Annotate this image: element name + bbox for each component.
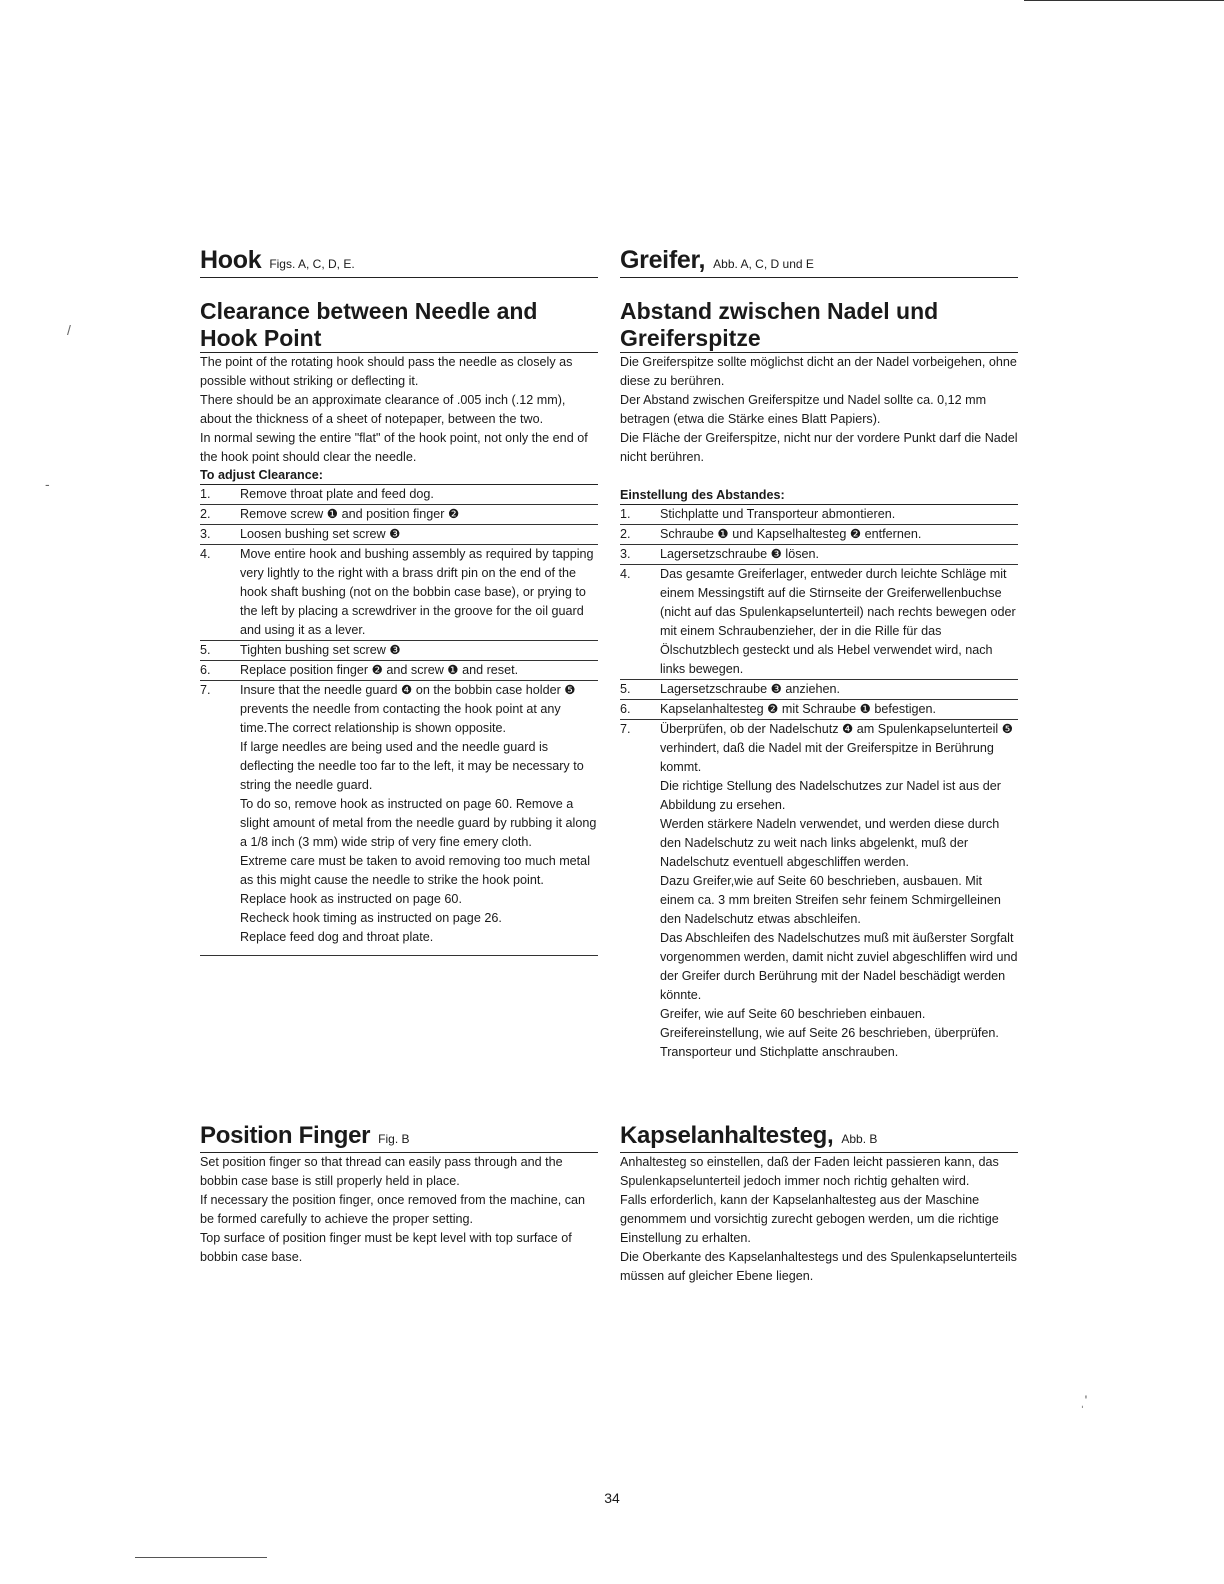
step-number: 6. bbox=[200, 663, 211, 677]
step-text bbox=[240, 525, 598, 544]
step-paragraph: Lagersetzschraube ❸ anziehen. bbox=[660, 682, 841, 696]
body-paragraph: If necessary the position finger, once removed from the machine, can be formed carefully to achieve the proper setting. bbox=[200, 1193, 586, 1226]
german-position-section bbox=[620, 1122, 1018, 1286]
scan-mark: - bbox=[45, 476, 50, 492]
figure-reference: Abb. A, C, D und E bbox=[713, 257, 814, 271]
step-paragraph: Greifer, wie auf Seite 60 beschrieben einbauen. bbox=[660, 1007, 926, 1021]
step-paragraph: Replace position finger ❷ and screw ❶ and reset. bbox=[240, 663, 519, 677]
step-number: 4. bbox=[620, 567, 631, 581]
body-paragraph: Set position finger so that thread can easily pass through and the bobbin case base is still properly held in place. bbox=[200, 1155, 563, 1188]
steps-label: Einstellung des Abstandes: bbox=[620, 487, 1018, 505]
step-text bbox=[660, 525, 1018, 544]
step-text bbox=[660, 680, 1018, 699]
section-heading bbox=[620, 246, 1018, 278]
step-paragraph: If large needles are being used and the needle guard is deflecting the needle too far to the left, it may be necessary to string the needle guard. bbox=[240, 740, 584, 792]
step-number: 4. bbox=[200, 547, 211, 561]
step-item bbox=[200, 641, 598, 661]
step-item bbox=[620, 525, 1018, 545]
step-text bbox=[660, 565, 1018, 679]
section-heading bbox=[200, 246, 598, 278]
steps-label: To adjust Clearance: bbox=[200, 467, 598, 485]
step-number: 5. bbox=[620, 682, 631, 696]
step-paragraph: Remove screw ❶ and position finger ❷ bbox=[240, 507, 460, 521]
step-paragraph: Das Abschleifen des Nadelschutzes muß mit äußerster Sorgfalt vorgenommen werden, damit nicht zuviel abgeschliffen wird und der Greifer durch Berührung mit der Nadel beschädigt werden könnte. bbox=[660, 931, 1018, 1002]
step-paragraph: Überprüfen, ob der Nadelschutz ❹ am Spulenkapselunterteil ❺ verhindert, daß die Nadel mit der Greiferspitze in Berührung kommt. bbox=[660, 722, 1014, 774]
step-text bbox=[660, 505, 1018, 524]
step-paragraph: Kapselanhaltesteg ❷ mit Schraube ❶ befestigen. bbox=[660, 702, 937, 716]
intro-paragraph: In normal sewing the entire "flat" of the hook point, not only the end of the hook point should clear the needle. bbox=[200, 431, 588, 464]
step-item bbox=[620, 700, 1018, 720]
intro-paragraph: Der Abstand zwischen Greiferspitze und Nadel sollte ca. 0,12 mm betragen (etwa die Stärke eines Blatt Papiers). bbox=[620, 393, 987, 426]
step-item bbox=[620, 680, 1018, 700]
end-rule bbox=[200, 955, 598, 956]
steps-list bbox=[620, 505, 1018, 1062]
step-paragraph: Replace feed dog and throat plate. bbox=[240, 930, 434, 944]
step-number: 7. bbox=[620, 722, 631, 736]
step-paragraph: Move entire hook and bushing assembly as required by tapping very lightly to the right with a brass drift pin on the end of the hook shaft bushing (not on the bobbin case base), or prying to the left by placing a screwdriver in the groove for the oil guard and using it as a lever. bbox=[240, 547, 594, 637]
step-item bbox=[620, 565, 1018, 680]
section-title: Hook bbox=[200, 246, 262, 274]
step-text bbox=[660, 700, 1018, 719]
step-text bbox=[240, 545, 598, 640]
subsection-title: Clearance between Needle and Hook Point bbox=[200, 298, 598, 353]
step-paragraph: Transporteur und Stichplatte anschrauben. bbox=[660, 1045, 899, 1059]
section-title: Kapselanhaltesteg, bbox=[620, 1122, 834, 1149]
step-item bbox=[200, 485, 598, 505]
step-paragraph: Lagersetzschraube ❸ lösen. bbox=[660, 547, 820, 561]
step-text bbox=[240, 505, 598, 524]
step-text bbox=[240, 681, 598, 947]
step-item bbox=[620, 505, 1018, 525]
german-hook-section bbox=[620, 246, 1018, 1062]
body-paragraph: Anhaltesteg so einstellen, daß der Faden leicht passieren kann, das Spulenkapselunterteil jedoch immer noch richtig gehalten wird. bbox=[620, 1155, 999, 1188]
body-paragraph: Top surface of position finger must be kept level with top surface of bobbin case base. bbox=[200, 1231, 572, 1264]
scan-mark: ˌ' bbox=[1080, 1392, 1088, 1408]
section-title: Position Finger bbox=[200, 1122, 371, 1149]
intro-paragraph: There should be an approximate clearance of .005 inch (.12 mm), about the thickness of a sheet of notepaper, between the two. bbox=[200, 393, 566, 426]
intro-paragraph: The point of the rotating hook should pass the needle as closely as possible without striking or deflecting it. bbox=[200, 355, 573, 388]
step-number: 7. bbox=[200, 683, 211, 697]
figure-reference: Abb. B bbox=[841, 1132, 878, 1146]
step-paragraph: To do so, remove hook as instructed on page 60. Remove a slight amount of metal from the needle guard by rubbing it along a 1/8 inch (3 mm) wide strip of very fine emery cloth. bbox=[240, 797, 597, 849]
step-paragraph: Greifereinstellung, wie auf Seite 26 beschrieben, überprüfen. bbox=[660, 1026, 999, 1040]
page-number: 34 bbox=[604, 1490, 620, 1506]
step-number: 2. bbox=[200, 507, 211, 521]
bottom-rule bbox=[135, 1557, 267, 1558]
step-text bbox=[660, 720, 1018, 1062]
step-paragraph: Loosen bushing set screw ❸ bbox=[240, 527, 401, 541]
step-paragraph: Stichplatte und Transporteur abmontieren. bbox=[660, 507, 896, 521]
step-number: 3. bbox=[200, 527, 211, 541]
body-paragraph: Die Oberkante des Kapselanhaltestegs und des Spulenkapselunterteils müssen auf gleicher Ebene liegen. bbox=[620, 1250, 1017, 1283]
step-item bbox=[200, 681, 598, 947]
step-text bbox=[660, 545, 1018, 564]
step-paragraph: Insure that the needle guard ❹ on the bobbin case holder ❺ prevents the needle from contacting the hook point at any time.The correct relationship is shown opposite. bbox=[240, 683, 576, 735]
step-number: 5. bbox=[200, 643, 211, 657]
steps-list bbox=[200, 485, 598, 947]
step-text bbox=[240, 485, 598, 504]
step-paragraph: Das gesamte Greiferlager, entweder durch leichte Schläge mit einem Messingstift auf die Stirnseite der Greiferwellenbuchse (nicht auf das Spulenkapselunterteil) nach rechts bewegen oder mit einem Schraubenzieher, der in die Rille für das Ölschutzblech gesteckt und als Hebel verwendet wird, nach links bewegen. bbox=[660, 567, 1016, 676]
section-title: Greifer, bbox=[620, 246, 706, 274]
step-number: 2. bbox=[620, 527, 631, 541]
step-paragraph: Tighten bushing set screw ❸ bbox=[240, 643, 401, 657]
step-number: 1. bbox=[200, 487, 211, 501]
intro-paragraph: Die Greiferspitze sollte möglichst dicht an der Nadel vorbeigehen, ohne diese zu berühren. bbox=[620, 355, 1017, 388]
step-paragraph: Die richtige Stellung des Nadelschutzes zur Nadel ist aus der Abbildung zu ersehen. bbox=[660, 779, 1001, 812]
step-number: 6. bbox=[620, 702, 631, 716]
step-paragraph: Werden stärkere Nadeln verwendet, und werden diese durch den Nadelschutz zu weit nach links abgelenkt, muß der Nadelschutz eventuell abgeschliffen werden. bbox=[660, 817, 1000, 869]
step-item bbox=[200, 505, 598, 525]
step-text bbox=[240, 641, 598, 660]
english-hook-section bbox=[200, 246, 598, 956]
body-paragraph: Falls erforderlich, kann der Kapselanhaltesteg aus der Maschine genommem und vorsichtig zurecht gebogen werden, um die richtige Einstellung zu erhalten. bbox=[620, 1193, 999, 1245]
step-item bbox=[620, 720, 1018, 1062]
figure-reference: Fig. B bbox=[378, 1132, 410, 1146]
step-item bbox=[620, 545, 1018, 565]
step-item bbox=[200, 525, 598, 545]
step-paragraph: Remove throat plate and feed dog. bbox=[240, 487, 434, 501]
step-text bbox=[240, 661, 598, 680]
step-paragraph: Recheck hook timing as instructed on page 26. bbox=[240, 911, 502, 925]
step-number: 1. bbox=[620, 507, 631, 521]
corner-rule bbox=[1024, 0, 1224, 1]
english-position-section bbox=[200, 1122, 598, 1267]
section-heading bbox=[200, 1122, 598, 1153]
step-item bbox=[200, 545, 598, 641]
step-item bbox=[200, 661, 598, 681]
intro-paragraph: Die Fläche der Greiferspitze, nicht nur der vordere Punkt darf die Nadel nicht berühren. bbox=[620, 431, 1018, 464]
step-paragraph: Dazu Greifer,wie auf Seite 60 beschrieben, ausbauen. Mit einem ca. 3 mm breiten Streifen sehr feinem Schmirgelleinen den Nadelschutz etwas abschleifen. bbox=[660, 874, 1001, 926]
subsection-title: Abstand zwischen Nadel und Greiferspitze bbox=[620, 298, 1018, 353]
step-number: 3. bbox=[620, 547, 631, 561]
section-heading bbox=[620, 1122, 1018, 1153]
step-paragraph: Extreme care must be taken to avoid removing too much metal as this might cause the needle to strike the hook point. bbox=[240, 854, 590, 887]
step-paragraph: Replace hook as instructed on page 60. bbox=[240, 892, 462, 906]
scan-mark: / bbox=[67, 322, 71, 338]
step-paragraph: Schraube ❶ und Kapselhaltesteg ❷ entfernen. bbox=[660, 527, 922, 541]
figure-reference: Figs. A, C, D, E. bbox=[269, 257, 355, 271]
